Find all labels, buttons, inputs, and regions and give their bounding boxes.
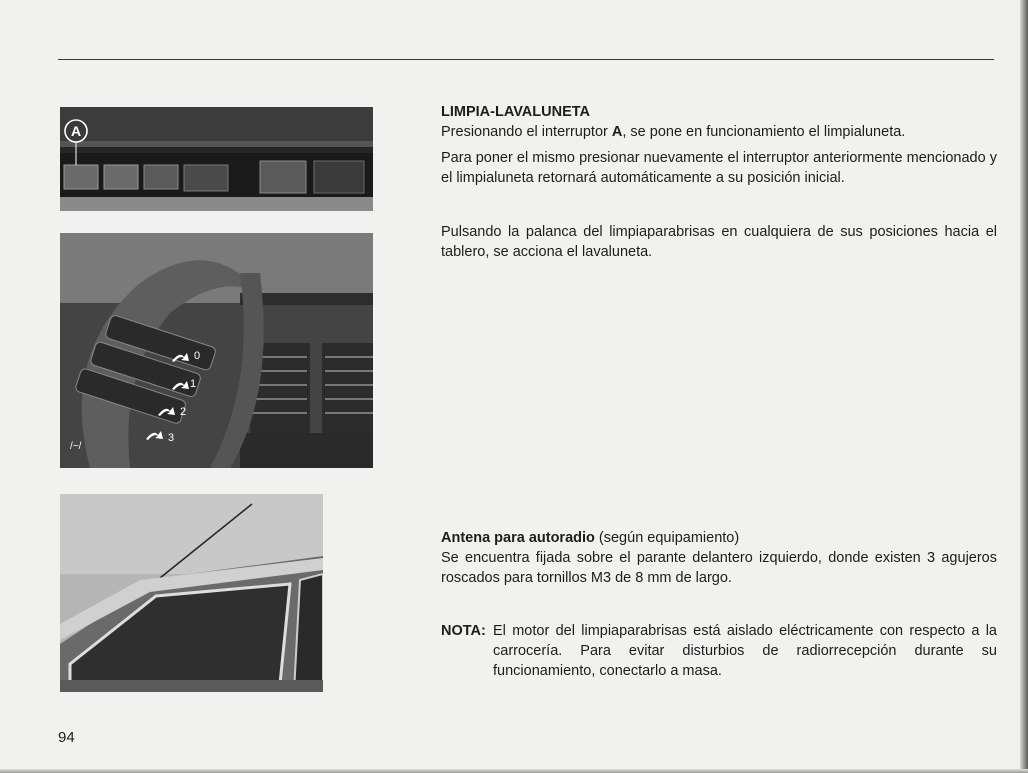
wiper-lever-photo: [60, 233, 373, 468]
lever-position-3: 3: [168, 432, 175, 444]
note-label: NOTA:: [441, 623, 486, 639]
callout-a-label: A: [70, 123, 82, 139]
switch-panel-photo: [60, 107, 373, 211]
antenna-title: Antena para autoradio (según equipamiento): [441, 530, 740, 546]
top-rule: [58, 59, 994, 60]
lever-position-2: 2: [180, 406, 187, 418]
wiper-washer-title: LIMPIA-LAVALUNETA: [441, 104, 591, 120]
antenna-paragraph: Se encuentra fijada sobre el parante delantero izquierdo, donde existen 3 agujeros roscados para tornillos M3 de 8 mm de largo.: [441, 550, 997, 586]
page-number: 94: [58, 729, 75, 746]
page-bottom-edge: [0, 769, 1028, 773]
wiper-paragraph-2: Para poner el mismo presionar nuevamente el interruptor anteriormente mencionado y el limpialuneta retornará automáticamente a su posición inicial.: [441, 150, 997, 186]
wiper-paragraph-1: Presionando el interruptor A, se pone en funcionamiento el limpialuneta.: [441, 124, 906, 140]
lever-position-0: 0: [194, 350, 201, 362]
wiper-washer-section: [441, 102, 997, 188]
note-block: [441, 621, 997, 681]
wiper-symbol: /~/: [70, 441, 82, 452]
washer-section: [441, 222, 997, 262]
page-edge-shadow: [1020, 0, 1028, 773]
washer-paragraph: Pulsando la palanca del limpiaparabrisas en cualquiera de sus posiciones hacia el tablero, se acciona el lavaluneta.: [441, 224, 997, 260]
lever-position-1: 1: [190, 378, 197, 390]
antenna-car-photo: [60, 494, 323, 692]
antenna-section: [441, 528, 997, 588]
note-text: El motor del limpiaparabrisas está aislado eléctricamente con respecto a la carrocería. Para evitar disturbios de radiorrecepción durante su funcionamiento, conectarlo a masa.: [493, 623, 997, 679]
